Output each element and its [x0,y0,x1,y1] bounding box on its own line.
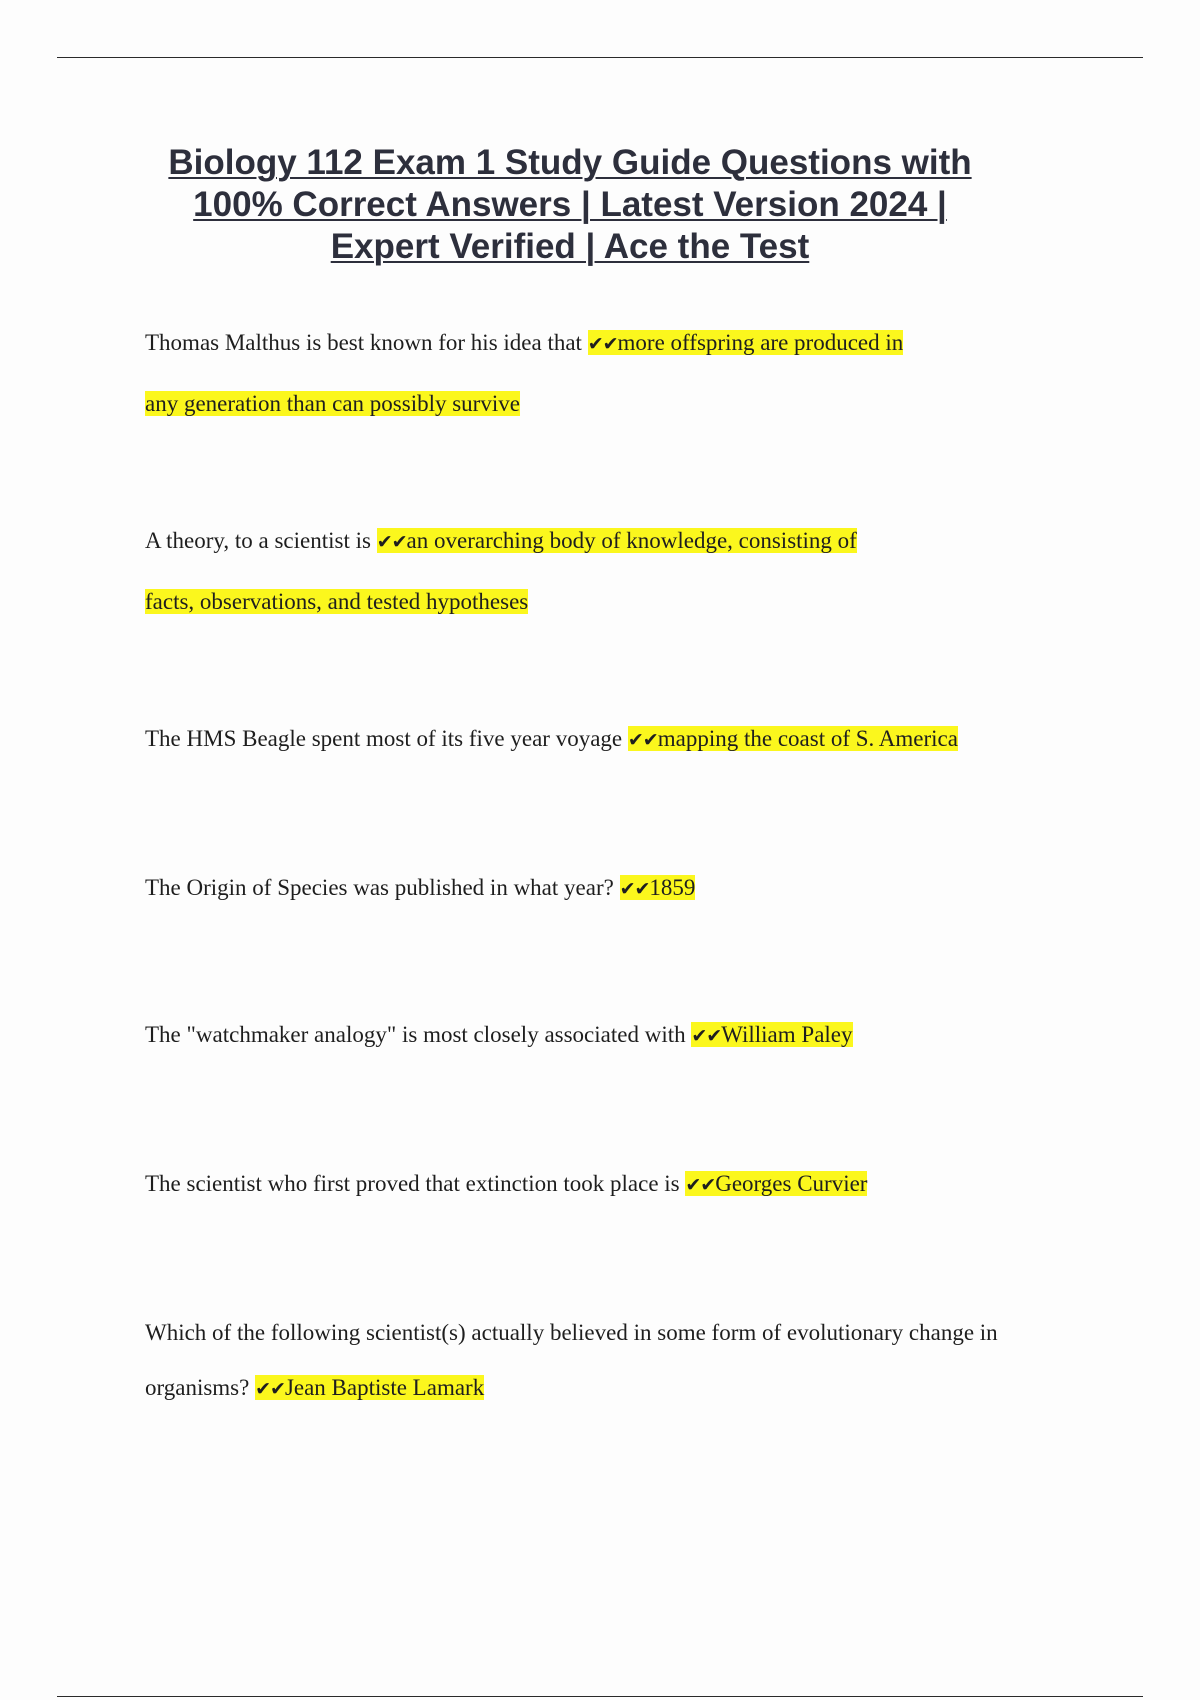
answer-highlight [588,330,904,355]
question-item [145,858,1060,919]
question-text: The Origin of Species was published in what year? [145,875,620,900]
header-rule [57,57,1143,58]
title-line: Biology 112 Exam 1 Study Guide Questions with [168,143,972,182]
question-text: organisms? [145,1375,256,1400]
answer-text: any generation than can possibly survive [145,391,520,416]
answer-text: 1859 [649,875,696,900]
question-item [145,1005,1060,1066]
answer-highlight [628,726,958,751]
answer-highlight [255,1375,484,1400]
title-line: 100% Correct Answers | Latest Version 2024 | [193,185,947,224]
answer-text: mapping the coast of S. America [657,726,958,751]
check-mark-icon: ✔✔ [619,878,650,900]
check-mark-icon: ✔✔ [627,729,658,751]
question-text: A theory, to a scientist is [145,528,377,553]
question-item [145,313,1060,433]
answer-text: facts, observations, and tested hypotheses [145,589,529,614]
answer-text: more offspring are produced in [617,330,904,355]
question-text: Thomas Malthus is best known for his idea that [145,330,588,355]
answer-text: an overarching body of knowledge, consisting of [406,528,857,553]
answer-highlight [685,1171,867,1196]
question-item [145,1305,1060,1417]
answer-text: William Paley [721,1022,853,1047]
question-text: Which of the following scientist(s) actually believed in some form of evolutionary change in [145,1320,998,1345]
question-text: The "watchmaker analogy" is most closely associated with [145,1022,692,1047]
question-item [145,1154,1060,1215]
answer-text: Jean Baptiste Lamark [284,1375,485,1400]
footer-rule [57,1696,1143,1697]
check-mark-icon: ✔✔ [255,1378,285,1400]
check-mark-icon: ✔✔ [691,1025,722,1047]
check-mark-icon: ✔✔ [376,531,407,553]
answer-text: Georges Curvier [715,1171,868,1196]
answer-highlight [377,528,857,553]
title-line: Expert Verified | Ace the Test [330,227,810,266]
answer-highlight [620,875,696,900]
question-item [145,709,1060,770]
question-item [145,511,1060,631]
document-title [130,142,1010,268]
check-mark-icon: ✔✔ [587,333,618,355]
question-text: The HMS Beagle spent most of its five year voyage [145,726,628,751]
question-text: The scientist who first proved that extinction took place is [145,1171,686,1196]
check-mark-icon: ✔✔ [685,1174,716,1196]
answer-highlight [691,1022,852,1047]
